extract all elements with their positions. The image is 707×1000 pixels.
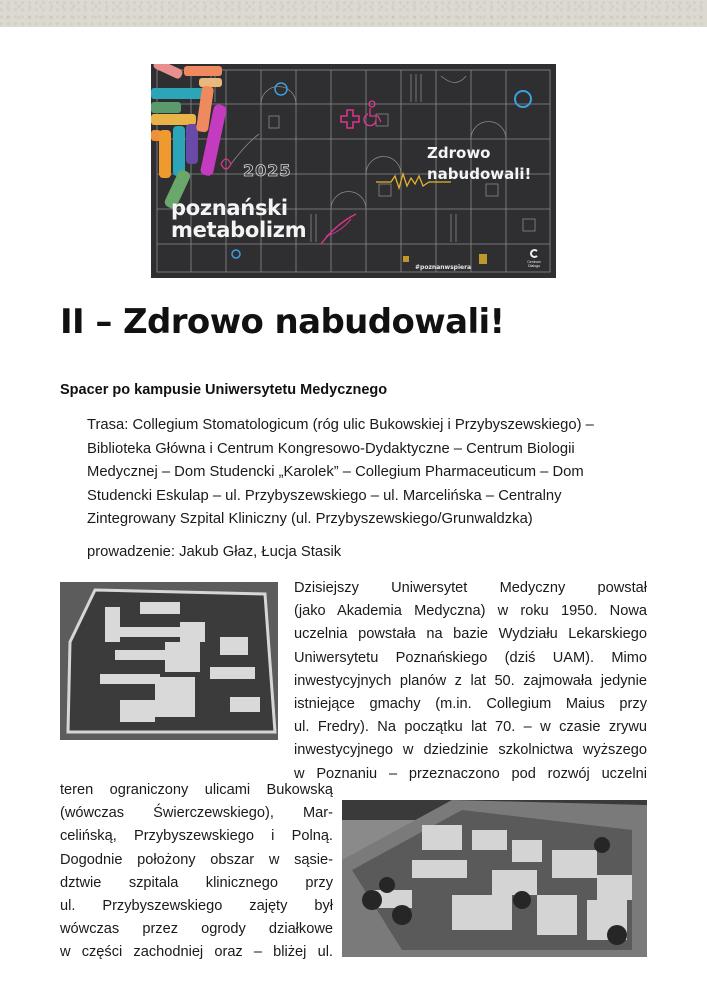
logo-icon [530, 249, 539, 258]
section-subtitle: Spacer po kampusie Uniwersytetu Medycznego [60, 382, 388, 398]
guides-line: prowadzenie: Jakub Głaz, Łucja Stasik [87, 544, 342, 560]
campus-model-photo-2 [342, 800, 647, 957]
banner-year: 2025 [243, 161, 292, 180]
organizer-logo: Centrum Dialogu [525, 249, 543, 271]
campus-model-photo-1 [60, 582, 278, 740]
text-line: Dogodnie położony obszar w sąsie- [60, 851, 333, 868]
text-line: uczelnia powstała na bazie Wydziału Lekarskiego [294, 626, 647, 643]
heart-doodle [275, 83, 287, 95]
dna-doodle [321, 214, 356, 244]
text-line: ul. Przybyszewskiego zajęty był [60, 897, 333, 914]
text-line: ul. Fredry). Na początku lat 70. – w czasie zrywu [294, 719, 647, 736]
banner-hashtag: #poznanwspiera [415, 264, 472, 271]
text-line: (jako Akademia Medyczna) w roku 1950. Nowa [294, 603, 647, 620]
chalk-sticks [151, 64, 227, 210]
cross-doodle [341, 110, 359, 128]
event-banner [151, 64, 556, 278]
text-line: w części zachodniej oraz – bliżej ul. [60, 944, 333, 961]
body-paragraph-2 [60, 779, 333, 965]
text-line: w Poznaniu – przeznaczono pod rozwój uczelni [294, 765, 647, 782]
text-line: inwestycyjnych planów z lat 50. zajmowała jedynie [294, 672, 647, 689]
text-line: istniejące gmachy (m.in. Collegium Maius przy [294, 695, 647, 712]
body-paragraph-1 [294, 577, 647, 786]
text-line: Uniwersytetu Poznańskiego (dziś UAM). Mimo [294, 649, 647, 666]
banner-subtitle: Zdrowo nabudowali! [427, 144, 532, 183]
text-line: celińską, Przybyszewskiego i Polną. [60, 828, 333, 845]
campus-model-image [342, 800, 647, 957]
banner-series-title: poznański metabolizm [171, 196, 307, 242]
route-description: Trasa: Collegium Stomatologicum (róg ulic Bukowskiej i Przybyszewskiego) – Biblioteka Główna i Centrum Kongresowo-Dydaktyczne – Centrum Biologii Medycznej – Dom Studencki „Karolek” – Collegium Pharmaceuticum – Dom Studencki Eskulap – ul. Przybyszewskiego – ul. Marcelińska – Centralny Zintegrowany Szpital Kliniczny (ul. Przybyszewskiego/Grunwaldzka) [87, 417, 594, 527]
text-line: wówczas przez ogrody działkowe [60, 921, 333, 938]
text-line: inwestycyjnego w dziedzinie szkolnictwa wyższego [294, 742, 647, 759]
text-line: dztwie szpitala klinicznego przy [60, 874, 333, 891]
page-header-band [0, 0, 707, 27]
text-line: teren ograniczony ulicami Bukowską [60, 782, 333, 798]
campus-model-image [60, 582, 278, 740]
text-line: Dzisiejszy Uniwersytet Medyczny powstał [294, 580, 647, 596]
page-title: II – Zdrowo nabudowali! [60, 302, 505, 342]
text-line: (wówczas Świerczewskiego), Mar- [60, 805, 333, 822]
